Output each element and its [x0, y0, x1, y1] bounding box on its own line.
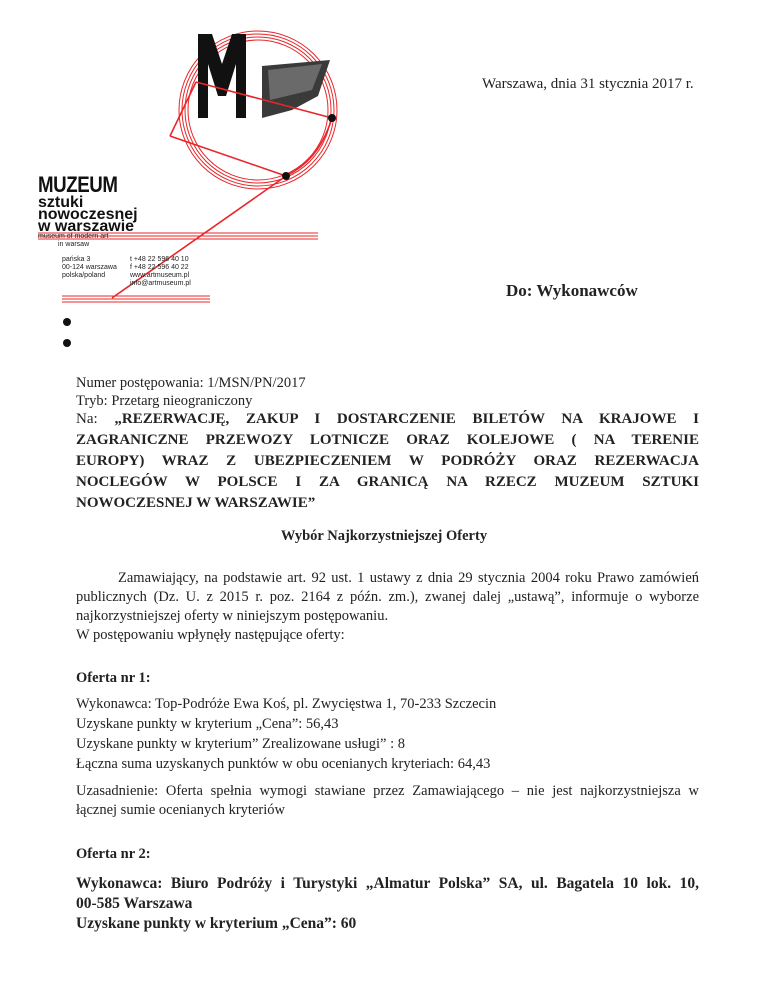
offer-justification-line: Uzasadnienie: Oferta spełnia wymogi stawiane przez Zamawiającego – nie jest najkorzystniejsza w	[76, 783, 699, 799]
subject-line: ZAGRANICZNE PRZEWOZY LOTNICZE ORAZ KOLEJOWE ( NA TERENIE	[76, 432, 699, 448]
logo-contact-line: info@artmuseum.pl	[130, 280, 191, 287]
city-date: Warszawa, dnia 31 stycznia 2017 r.	[482, 76, 694, 92]
subject-text: „REZERWACJĘ, ZAKUP I DOSTARCZENIE BILETÓW NA KRAJOWE I	[114, 411, 699, 427]
logo-address-line: pańska 3	[62, 256, 91, 263]
offer-line: Uzyskane punkty w kryterium „Cena”: 60	[76, 915, 357, 932]
subject-line	[76, 411, 699, 428]
offer-line: Wykonawca: Top-Podróże Ewa Koś, pl. Zwycięstwa 1, 70-233 Szczecin	[76, 696, 497, 712]
offer-line: Wykonawca: Biuro Podróży i Turystyki „Almatur Polska” SA, ul. Bagatela 10 lok. 10,	[76, 875, 699, 892]
logo-contact-line: t +48 22 596 40 10	[130, 256, 189, 263]
logo-sub-line: sztuki	[38, 194, 84, 211]
logo-sub-line: w warszawie	[38, 218, 135, 235]
logo-sub-line: nowoczesnej	[38, 206, 138, 223]
addressee: Do: Wykonawców	[506, 281, 638, 300]
section-title: Wybór Najkorzystniejszej Oferty	[280, 528, 488, 544]
logo-address-line: polska/poland	[62, 272, 106, 279]
offer-heading: Oferta nr 1:	[76, 670, 151, 686]
intro-line: najkorzystniejszej oferty w niniejszym postępowaniu.	[76, 608, 389, 624]
subject-lead: Na:	[76, 411, 98, 427]
offer-line: Uzyskane punkty w kryterium „Cena”: 56,43	[76, 716, 339, 732]
offer-justification-line: łącznej sumie ocenianych kryteriów	[76, 802, 285, 818]
logo-title: MUZEUM	[38, 172, 118, 197]
offer-line: Łączna suma uzyskanych punktów w obu ocenianych kryteriach: 64,43	[76, 756, 491, 772]
offer-heading: Oferta nr 2:	[76, 846, 151, 862]
offer-line: 00-585 Warszawa	[76, 895, 193, 912]
offer-line: Uzyskane punkty w kryterium” Zrealizowane usługi” : 8	[76, 736, 405, 752]
logo-contact-line: www.artmuseum.pl	[130, 272, 190, 279]
intro-line: Zamawiający, na podstawie art. 92 ust. 1 ustawy z dnia 29 stycznia 2004 roku Prawo zamówień	[118, 570, 699, 586]
logo-address-line: 00-124 warszawa	[62, 264, 117, 271]
subject-line: EUROPY) WRAZ Z UBEZPIECZENIEM W PODRÓŻY ORAZ REZERWACJA	[76, 453, 699, 469]
subject-line: NOWOCZESNEJ W WARSZAWIE”	[76, 495, 316, 511]
subject-line: NOCLEGÓW W POLSCE I ZA GRANICĄ NA RZECZ MUZEUM SZTUKI	[76, 474, 699, 490]
intro-line: publicznych (Dz. U. z 2015 r. poz. 2164 z późn. zm.), zwanej dalej „ustawą”, informuje o wyborze	[76, 589, 699, 605]
case-number: Numer postępowania: 1/MSN/PN/2017	[76, 375, 306, 391]
procedure-mode: Tryb: Przetarg nieograniczony	[76, 393, 253, 409]
logo-english-line: in warsaw	[58, 241, 90, 248]
intro-line: W postępowaniu wpłynęły następujące oferty:	[76, 627, 345, 643]
logo-contact-line: f +48 22 596 40 22	[130, 264, 189, 271]
logo-english-line: museum of modern art	[38, 233, 109, 240]
